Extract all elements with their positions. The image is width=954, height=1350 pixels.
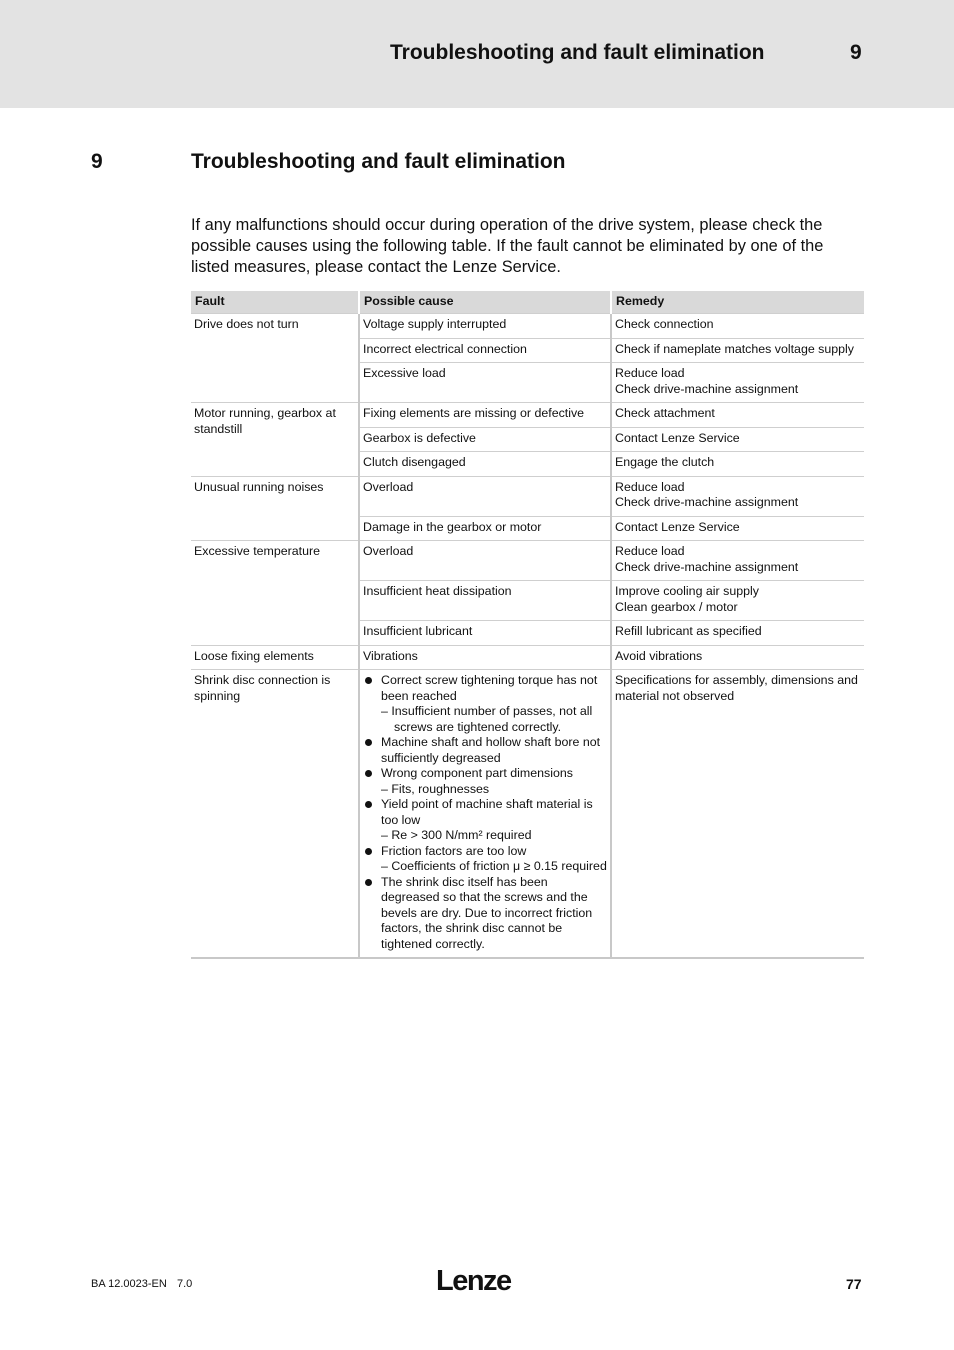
lenze-logo <box>436 1262 516 1296</box>
cause-cell: Vibrations <box>359 645 611 670</box>
cause-cell: Damage in the gearbox or motor <box>359 516 611 541</box>
bullet-dot-icon <box>365 879 372 886</box>
header-title: Troubleshooting and fault elimination <box>390 41 765 64</box>
table-row <box>191 670 864 959</box>
fault-table <box>191 291 864 959</box>
cause-cell: Voltage supply interrupted <box>359 314 611 339</box>
remedy-line: Avoid vibrations <box>615 648 703 663</box>
cause-cell: Incorrect electrical connection <box>359 338 611 363</box>
cause-bullet-item <box>363 673 607 704</box>
remedy-cell <box>611 403 864 428</box>
fault-cell: Loose fixing elements <box>191 645 359 670</box>
remedy-line: Improve cooling air supply <box>615 584 759 598</box>
remedy-cell <box>611 338 864 363</box>
fault-cell: Shrink disc connection is spinning <box>191 670 359 959</box>
remedy-cell <box>611 516 864 541</box>
remedy-cell <box>611 541 864 581</box>
cause-bullet-item <box>363 766 607 782</box>
column-header-cause: Possible cause <box>359 291 611 314</box>
document-version: 7.0 <box>177 1278 193 1290</box>
remedy-line: Check drive-machine assignment <box>615 559 799 574</box>
remedy-cell <box>611 363 864 403</box>
cause-cell: Insufficient lubricant <box>359 621 611 646</box>
cause-bullet-text: Wrong component part dimensions <box>381 766 573 780</box>
cause-bullet-text: The shrink disc itself has been degreased so that the screws and the bevels are dry. Due to incorrect friction factors, the shrink disc cannot be tightened correctly. <box>381 874 593 951</box>
table-row <box>191 541 864 581</box>
remedy-line: Check attachment <box>615 406 715 420</box>
table-row <box>191 645 864 670</box>
fault-cell: Unusual running noises <box>191 476 359 541</box>
document-id: BA 12.0023-EN <box>91 1278 167 1290</box>
remedy-line: Engage the clutch <box>615 455 715 469</box>
cause-bullet-list <box>363 673 607 952</box>
bullet-dot-icon <box>365 848 372 855</box>
cause-sub-item: – Coefficients of friction μ ≥ 0.15 required <box>381 859 607 873</box>
cause-sub-item: – Fits, roughnesses <box>381 781 490 796</box>
bullet-dot-icon <box>365 770 372 777</box>
table-row <box>191 314 864 339</box>
cause-sub-item: – Insufficient number of passes, not all screws are tightened correctly. <box>381 704 593 734</box>
remedy-cell <box>611 476 864 516</box>
bullet-dot-icon <box>365 739 372 746</box>
remedy-line: Contact Lenze Service <box>615 430 740 445</box>
remedy-cell <box>611 314 864 339</box>
remedy-line: Refill lubricant as specified <box>615 624 762 638</box>
intro-paragraph: If any malfunctions should occur during operation of the drive system, please check the possible causes using the following table. If the fault cannot be eliminated by one of the listed measures, please contact the Lenze Service. <box>191 216 824 276</box>
fault-cell: Drive does not turn <box>191 314 359 403</box>
cause-cell: Overload <box>359 541 611 581</box>
remedy-line: Reduce load <box>615 479 685 494</box>
remedy-line: Clean gearbox / motor <box>615 599 738 614</box>
lenze-logo-text: Lenze <box>436 1265 511 1296</box>
column-header-remedy: Remedy <box>611 291 864 314</box>
bullet-dot-icon <box>365 677 372 684</box>
page-number: 77 <box>846 1276 862 1292</box>
remedy-line: Contact Lenze Service <box>615 519 740 534</box>
cause-bullet-item <box>363 844 607 860</box>
cause-cell: Clutch disengaged <box>359 452 611 477</box>
remedy-line: Reduce load <box>615 366 685 380</box>
cause-cell: Insufficient heat dissipation <box>359 581 611 621</box>
cause-bullet-text: Correct screw tightening torque has not been reached <box>381 673 598 703</box>
remedy-line: Check connection <box>615 317 714 331</box>
fault-cell: Motor running, gearbox at standstill <box>191 403 359 477</box>
column-header-fault: Fault <box>191 291 359 314</box>
table-row <box>191 476 864 516</box>
cause-bullet-text: Friction factors are too low <box>381 843 527 858</box>
cause-sub-item: – Re > 300 N/mm² required <box>381 828 532 842</box>
section-title: Troubleshooting and fault elimination <box>191 150 566 173</box>
remedy-cell <box>611 581 864 621</box>
cause-bullet-item <box>363 735 607 766</box>
remedy-cell <box>611 427 864 452</box>
cause-bullet-text: Yield point of machine shaft material is too low <box>381 797 593 827</box>
cause-cell: Excessive load <box>359 363 611 403</box>
remedy-line: Check drive-machine assignment <box>615 495 799 509</box>
cause-cell <box>359 670 611 959</box>
remedy-cell: Specifications for assembly, dimensions and material not observed <box>611 670 864 959</box>
remedy-cell <box>611 452 864 477</box>
header-chapter-number: 9 <box>850 41 862 64</box>
section-number: 9 <box>91 150 103 173</box>
cause-cell: Fixing elements are missing or defective <box>359 403 611 428</box>
remedy-line: Reduce load <box>615 544 685 558</box>
cause-cell: Gearbox is defective <box>359 427 611 452</box>
remedy-cell <box>611 621 864 646</box>
bullet-dot-icon <box>365 801 372 808</box>
remedy-line: Check if nameplate matches voltage supply <box>615 341 854 356</box>
remedy-line: Check drive-machine assignment <box>615 381 799 396</box>
cause-bullet-item <box>363 875 607 953</box>
cause-cell: Overload <box>359 476 611 516</box>
table-row <box>191 403 864 428</box>
table-header-row <box>191 291 864 314</box>
cause-bullet-text: Machine shaft and hollow shaft bore not sufficiently degreased <box>381 735 601 765</box>
fault-cell: Excessive temperature <box>191 541 359 646</box>
table-body <box>191 314 864 959</box>
cause-bullet-item <box>363 797 607 828</box>
remedy-cell <box>611 645 864 670</box>
